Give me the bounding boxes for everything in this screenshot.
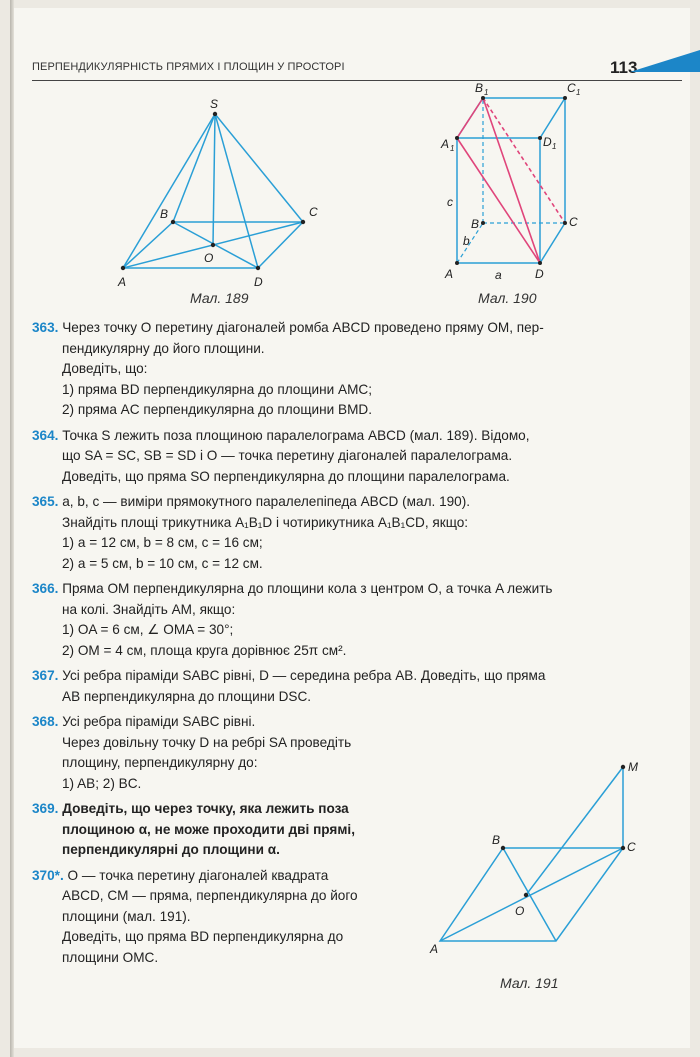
problem-text: Через довільну точку D на ребрі SA проведіть — [62, 734, 352, 750]
problem-line — [32, 866, 422, 887]
problem-text: a, b, c — виміри прямокутного паралелепіпеда ABCD (мал. 190). — [62, 494, 471, 509]
label-B1: B — [475, 81, 484, 95]
problem-line — [32, 492, 682, 513]
caption-191: Мал. 191 — [500, 975, 559, 991]
header-accent-wedge — [630, 50, 700, 72]
problem-item: 2) a = 5 см, b = 10 см, c = 12 см. — [62, 555, 263, 571]
caption-190: Мал. 190 — [478, 290, 537, 306]
edge-SD — [215, 114, 258, 268]
problem-364 — [32, 426, 682, 488]
problem-text: ABCD, CM — пряма, перпендикулярна до його — [62, 888, 358, 903]
problem-text: Усі ребра піраміди SABC рівні, D — середина ребра AB. Доведіть, що пряма — [62, 668, 546, 683]
label-O: O — [515, 904, 525, 918]
problem-item: 2) пряма AC перпендикулярна до площини BMD. — [62, 402, 372, 417]
problem-text: Знайдіть площі трикутника A₁B₁D і чотирикутника A₁B₁CD, якщо: — [62, 514, 469, 530]
problem-line — [32, 579, 682, 600]
problem-item: 1) пряма BD перпендикулярна до площини AMC; — [62, 381, 372, 397]
problem-text: площину, перпендикулярну до: — [62, 755, 258, 770]
problem-text: Усі ребра піраміди SABC рівні. — [62, 714, 256, 729]
problem-number: 369. — [32, 801, 59, 816]
problem-text: Через точку O перетину діагоналей ромба ABCD проведено пряму OM, пер- — [62, 320, 544, 335]
label-B: B — [160, 207, 169, 221]
problem-list — [32, 318, 682, 973]
problem-text: Доведіть, що: — [62, 361, 148, 376]
problem-number: 367. — [32, 668, 59, 683]
label-a: a — [495, 268, 502, 282]
problem-367 — [32, 666, 682, 707]
problem-line — [32, 426, 682, 447]
problem-text: O — точка перетину діагоналей квадрата — [67, 867, 329, 883]
label-A: A — [430, 942, 439, 956]
page-number: 113 — [610, 58, 638, 77]
label-C1: C — [567, 81, 576, 95]
problem-line — [32, 318, 682, 339]
label-c: c — [447, 195, 453, 209]
problem-text: пендикулярну до його площини. — [62, 340, 265, 356]
problem-number: 364. — [32, 427, 59, 443]
parallelepiped-diagram — [441, 81, 605, 288]
problem-number: 370*. — [32, 867, 64, 883]
problem-365 — [32, 492, 682, 574]
problem-line — [32, 799, 422, 820]
problem-370 — [32, 866, 422, 969]
sub-A1: 1 — [450, 144, 455, 153]
label-C: C — [309, 205, 318, 219]
sub-D1: 1 — [552, 142, 557, 151]
running-header — [32, 58, 682, 81]
diagonal-BD — [173, 222, 258, 268]
problem-text: на колі. Знайдіть AM, якщо: — [62, 601, 236, 617]
problem-number: 365. — [32, 494, 59, 509]
problem-text: площини OMC. — [62, 949, 159, 965]
problem-text: перпендикулярні до площини α. — [62, 842, 280, 857]
sub-B1: 1 — [484, 88, 489, 97]
problem-text: Доведіть, що пряма BD перпендикулярна до — [62, 929, 344, 944]
problem-368 — [32, 712, 422, 794]
problem-text: площини (мал. 191). — [62, 908, 191, 924]
label-C: C — [569, 215, 578, 229]
problem-number: 363. — [32, 320, 59, 335]
edge-SC — [215, 114, 303, 222]
problem-text: Пряма OM перпендикулярна до площини кола з центром O, а точка A лежить — [62, 581, 553, 596]
problem-item: 1) OA = 6 см, ∠ OMA = 30°; — [62, 622, 234, 637]
edge-SB — [173, 114, 215, 222]
label-A1: A — [441, 137, 450, 151]
problem-item: 2) OM = 4 см, площа круга дорівнює 25π см². — [62, 642, 347, 658]
figure-190 — [441, 81, 605, 292]
figure-189 — [110, 97, 330, 289]
problem-text: площиною α, не може проходити дві прямі, — [62, 821, 355, 837]
label-S: S — [210, 97, 219, 111]
problem-366 — [32, 579, 682, 661]
problem-text: Доведіть, що пряма SO перпендикулярна до площини паралелограма. — [62, 468, 510, 484]
label-O: O — [204, 251, 214, 265]
label-b: b — [463, 234, 470, 248]
sub-C1: 1 — [576, 88, 581, 97]
label-M: M — [628, 760, 638, 774]
problem-text: Точка S лежить поза площиною паралелограма ABCD (мал. 189). Відомо, — [62, 427, 530, 443]
problem-text: Доведіть, що через точку, яка лежить поза — [62, 801, 349, 816]
problem-line — [32, 712, 422, 733]
label-A: A — [445, 267, 454, 281]
label-C: C — [627, 840, 636, 854]
problem-number: 366. — [32, 581, 59, 596]
label-D: D — [535, 267, 544, 281]
problem-369 — [32, 799, 422, 861]
label-B: B — [471, 217, 480, 231]
problem-363 — [32, 318, 682, 421]
label-B: B — [492, 833, 501, 847]
label-A: A — [118, 275, 127, 289]
edge-SA — [123, 114, 215, 268]
problem-number: 368. — [32, 714, 59, 729]
pyramid-diagram — [110, 97, 330, 289]
problem-item: 1) AB; 2) BC. — [62, 775, 142, 791]
caption-189: Мал. 189 — [190, 290, 249, 306]
problem-text: AB перпендикулярна до площини DSC. — [62, 688, 312, 704]
label-D1: D — [543, 135, 552, 149]
problem-item: 1) a = 12 см, b = 8 см, c = 16 см; — [62, 535, 263, 550]
label-D: D — [254, 275, 263, 289]
problem-line — [32, 666, 682, 687]
chapter-title: ПЕРПЕНДИКУЛЯРНІСТЬ ПРЯМИХ І ПЛОЩИН У ПРОСТОРІ — [32, 61, 345, 73]
height-SO — [213, 114, 215, 245]
problem-text: що SA = SC, SB = SD і O — точка перетину діагоналей паралелограма. — [62, 448, 513, 463]
